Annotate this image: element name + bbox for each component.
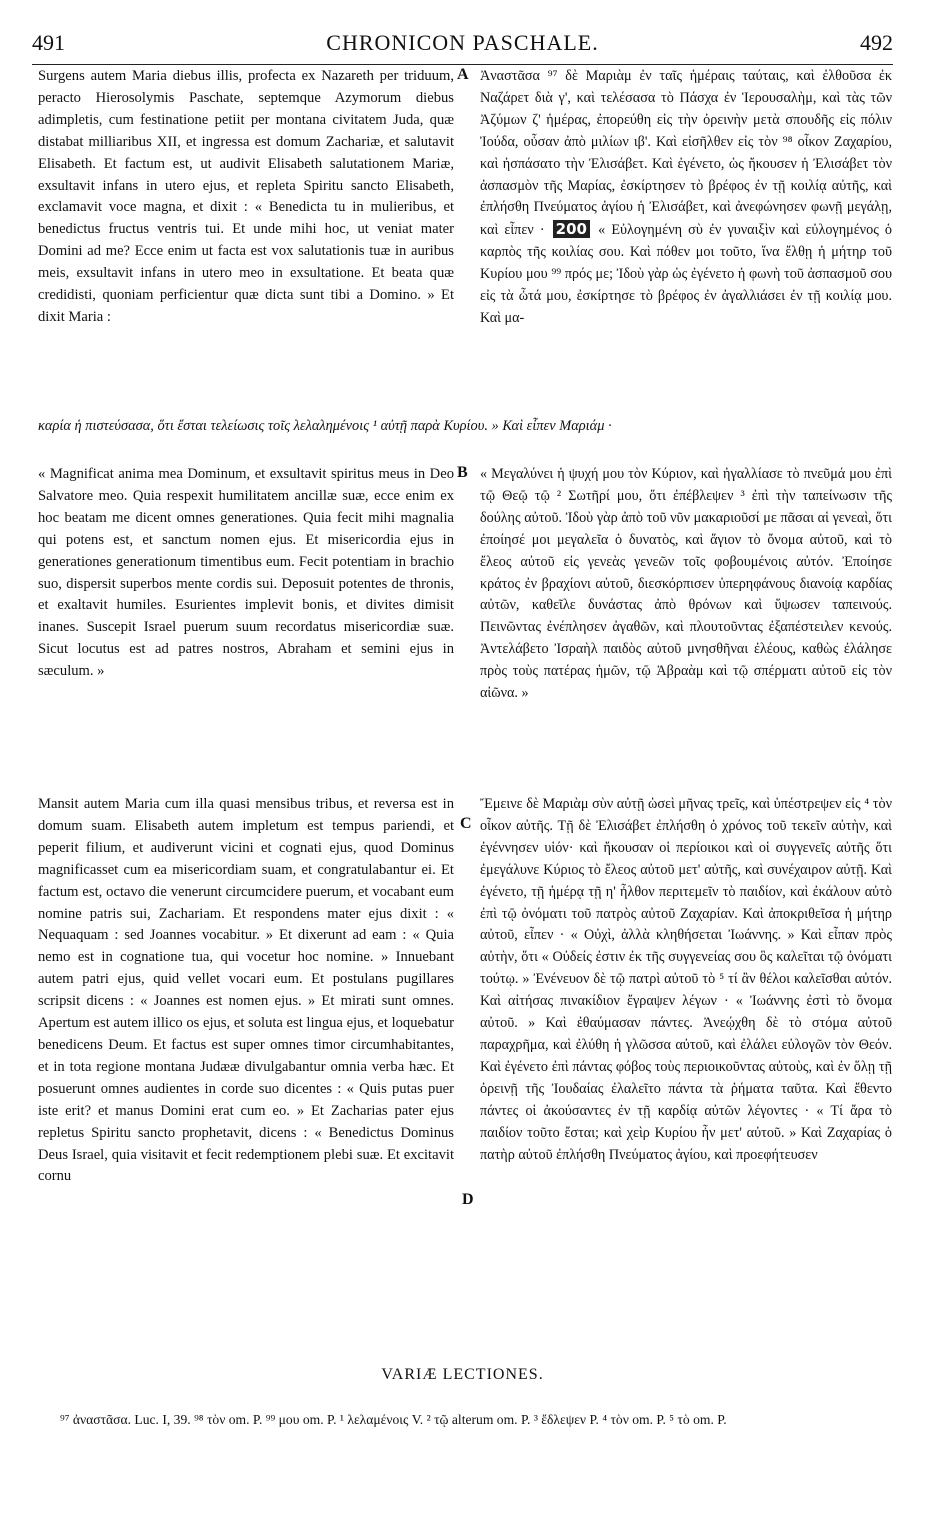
greek-block-3 bbox=[480, 794, 892, 1166]
greek-text: Ἀναστᾶσα ⁹⁷ δὲ Μαριὰμ ἐν ταῖς ἡμέραις ταύταις, καὶ ἐλθοῦσα ἐκ Ναζάρετ διὰ γ', καὶ τελέσασα τὸ Πάσχα ἐν Ἱερουσαλὴμ, καὶ τὰς τῶν Ἀζύμων ζ' ἡμέρας, ἐπορεύθη εἰς τὴν ὀρεινὴν μετὰ σπουδῆς εἰς πόλιν Ἰούδα, οὖσαν ἀπὸ μιλίων ιβ'. Καὶ εἰσῆλθεν εἰς τὸν ⁹⁸ οἶκον Ζαχαρίου, καὶ ἠσπάσατο τὴν Ἐλισάβετ. Καὶ ἐγένετο, ὡς ἤκουσεν ἡ Ἐλισάβετ τὸν ἀσπασμὸν τῆς Μαρίας, ἐσκίρτησεν τὸ βρέφος ἐν τῇ κοιλίᾳ αὐτῆς, καὶ ἐπλήσθη Πνεύματος ἁγίου ἡ Ἐλισάβετ, καὶ ἀνεφώνησεν φωνῇ μεγάλῃ, καὶ εἶπεν · bbox=[480, 68, 892, 239]
greek-text: « Εὐλογημένη σὺ ἐν γυναιξὶν καὶ εὐλογημένος ὁ καρπὸς τῆς κοιλίας σου. Καὶ πόθεν μοι τοῦτο, ἵνα ἔλθῃ ἡ μήτηρ τοῦ Κυρίου μου ⁹⁹ πρός με; Ἰδοὺ γὰρ ὡς ἐγένετο ἡ φωνὴ τοῦ ἀσπασμοῦ σου εἰς τὰ ὦτά μου, ἐσκίρτησε τὸ βρέφος ἐν ἀγαλλιάσει ἐν τῇ κοιλίᾳ μου. Καὶ μα- bbox=[480, 222, 893, 326]
greek-paragraph bbox=[480, 66, 892, 330]
greek-paragraph: « Μεγαλύνει ἡ ψυχή μου τὸν Κύριον, καὶ ἠγαλλίασε τὸ πνεῦμά μου ἐπὶ τῷ Θεῷ τῷ ² Σωτῆρί μου, ὅτι ἐπέβλεψεν ³ ἐπὶ τὴν ταπείνωσιν τῆς δούλης αὐτοῦ. Ἰδοὺ γὰρ ἀπὸ τοῦ νῦν μακαριοῦσί με πᾶσαι αἱ γενεαὶ, ὅτι ἐποίησέ μοι μεγαλεῖα ὁ δυνατὸς, καὶ ἅγιον τὸ ὄνομα αὐτοῦ, καὶ τὸ ἔλεος αὐτοῦ εἰς γενεὰς γενεῶν τοῖς φοβουμένοις αὐτόν. Ἐποίησε κράτος ἐν βραχίονι αὐτοῦ, διεσκόρπισεν ὑπερηφάνους διανοίᾳ καρδίας αὐτῶν, καθεῖλε δυνάστας ἀπὸ θρόνων καὶ ὕψωσεν ταπεινούς. Πεινῶντας ἐνέπλησεν ἀγαθῶν, καὶ πλουτοῦντας ἐξαπέστειλεν κενούς. Ἀντελάβετο Ἰσραὴλ παιδὸς αὐτοῦ μνησθῆναι ἐλέους, καθὼς ἐλάλησε πρὸς τοὺς πατέρας ἡμῶν, τῷ Ἀβραὰμ καὶ τῷ σπέρματι αὐτοῦ εἰς τὸν αἰῶνα. » bbox=[480, 466, 892, 702]
column-number-badge: 200 bbox=[553, 220, 590, 238]
page-number-left: 491 bbox=[32, 30, 65, 55]
latin-paragraph: Mansit autem Maria cum illa quasi mensibus tribus, et reversa est in domum suam. Elisabeth autem impletum est tempus pariendi, et peperit filium, et audiverunt vicini et cognati ejus, quod Dominus magnificasset cum ea misericordiam suam, et congratulabantur ei. Et factum est, octavo die venerunt circumcidere puerum, et vocabant eum nomine patris sui, Zachariam. Et respondens mater ejus dixit : « Nequaquam : sed Joannes vocabitur. » Et dixerunt ad eam : « Quia nemo est in cognatione tua, qui vocetur hoc nomine. » Innuebant autem patri ejus, quid vellet vocari eum. Et postulans pugillares scripsit dicens : « Joannes est nomen ejus. » Et mirati sunt omnes. Apertum est autem illico os ejus, et soluta est lingua ejus, et loquebatur benedicens Deum. Et factus est super omnes timor circumhabitantes, et in tota regione montana Judææ divulgabantur omnia verba hæc. Et posuerunt omnes audientes in corde suo dicentes : « Quis putas puer iste erit? et manus Domini erat cum eo. » Et Zacharias pater ejus repletus Spiritu sancto prophetavit, dicens : « Benedictus Dominus Deus Israel, quia visitavit et fecit redemptionem plebi suæ. Et excitavit cornu bbox=[38, 796, 454, 1185]
greek-block-2 bbox=[480, 464, 892, 705]
section-marker-c: C bbox=[460, 815, 472, 832]
running-header bbox=[32, 30, 893, 65]
greek-block-1 bbox=[480, 66, 892, 330]
latin-block-2 bbox=[38, 464, 454, 683]
page-number-right: 492 bbox=[860, 30, 893, 55]
section-marker-d: D bbox=[462, 1191, 474, 1208]
greek-paragraph: Ἔμεινε δὲ Μαριὰμ σὺν αὐτῇ ὡσεὶ μῆνας τρεῖς, καὶ ὑπέστρεψεν εἰς ⁴ τὸν οἶκον αὐτῆς. Τῇ δὲ Ἐλισάβετ ἐπλήσθη ὁ χρόνος τοῦ τεκεῖν αὐτὴν, καὶ ἐγέννησεν υἱόν· καὶ ἤκουσαν οἱ περίοικοι καὶ οἱ συγγενεῖς αὐτῆς ὅτι ἐμεγάλυνε Κύριος τὸ ἔλεος αὐτοῦ μετ' αὐτῆς, καὶ συνέχαιρον αὐτῇ. Καὶ ἐγένετο, τῇ ἡμέρᾳ τῇ η' ἦλθον περιτεμεῖν τὸ παιδίον, καὶ ἐκάλουν αὐτὸ ἐπὶ τῷ ὀνόματι τοῦ πατρὸς αὐτοῦ Ζαχαρίαν. Καὶ ἀποκριθεῖσα ἡ μήτηρ αὐτοῦ, εἶπεν · « Οὐχὶ, ἀλλὰ κληθήσεται Ἰωάννης. » Καὶ εἶπαν πρὸς αὐτὴν, ὅτι « Οὐδείς ἐστιν ἐκ τῆς συγγενείας σου ὃς καλεῖται τῷ ὀνόματι τούτῳ. » Ἐνένευον δὲ τῷ πατρὶ αὐτοῦ τὸ ⁵ τί ἂν θέλοι καλεῖσθαι αὐτόν. Καὶ αἰτήσας πινακίδιον ἔγραψεν λέγων · « Ἰωάννης ἐστὶ τὸ ὄνομα αὐτοῦ. » Καὶ ἐθαύμασαν πάντες. Ἀνεῴχθη δὲ τὸ στόμα αὐτοῦ παραχρῆμα, καὶ ἐλύθη ἡ γλῶσσα αὐτοῦ, καὶ ἐλάλει εὐλογῶν τὸν Θεόν. Καὶ ἐγένετο ἐπὶ πάντας φόβος τοὺς περιοικοῦντας αὐτοὺς, καὶ ἐν ὅλῃ τῇ ὀρεινῇ τῆς Ἰουδαίας ἐλαλεῖτο πάντα τὰ ῥήματα ταῦτα. Καὶ ἔθεντο πάντες οἱ ἀκούσαντες ἐν τῇ καρδίᾳ αὐτῶν λέγοντες · « Τί ἄρα τὸ παιδίον τοῦτο ἔσται; καὶ χεὶρ Κυρίου ἦν μετ' αὐτοῦ. » Καὶ Ζαχαρίας ὁ πατὴρ αὐτοῦ ἐπλήσθη Πνεύματος ἁγίου, καὶ προεφήτευσεν bbox=[480, 796, 892, 1163]
section-marker-b: B bbox=[457, 464, 468, 481]
latin-paragraph: « Magnificat anima mea Dominum, et exsultavit spiritus meus in Deo Salvatore meo. Quia respexit humilitatem ancillæ suæ, ecce enim ex hoc beatam me dicent omnes generationes. Quia fecit mihi magnalia qui potens est, et sanctum nomen ejus. Et misericordia ejus in generationes generationum timentibus eum. Fecit potentiam in brachio suo, dispersit superbos mente cordis sui. Deposuit potentes de thronis, et exaltavit humiles. Esurientes implevit bonis, et divites dimisit inanes. Suscepit Israel puerum suum recordatus misericordiæ suæ. Sicut locutus est ad patres nostros, Abraham et semini ejus in sæculum. » bbox=[38, 466, 454, 680]
latin-paragraph: Surgens autem Maria diebus illis, profecta ex Nazareth per triduum, peracto Hierosolymis Paschate, septemque Azymorum diebus adimpletis, cum festinatione petiit per montana civitatem Juda, quæ distabat milliaribus XII, et ingressa est domum Zachariæ, et salutavit Elisabeth. Et factum est, ut audivit Elisabeth salutationem Mariæ, exsultavit infans in utero ejus, et repleta Spiritu sancto Elisabeth, exclamavit voce magna, et dixit : « Benedicta tu in mulieribus, et benedictus fructus ventris tui. Et unde mihi hoc, ut veniat mater Domini ad me? Ecce enim ut facta est vox salutationis tuæ in auribus meis, exsultavit infans in utero meo in exsultatione. Et beata quæ credidisti, quoniam perficientur quæ dicta sunt tibi a Domino. » Et dixit Maria : bbox=[38, 68, 454, 325]
latin-block-1 bbox=[38, 66, 454, 329]
variae-lectiones-title: VARIÆ LECTIONES. bbox=[381, 1366, 544, 1383]
spanning-line: καρία ἡ πιστεύσασα, ὅτι ἔσται τελείωσις τοῖς λελαλημένοις ¹ αὐτῇ παρὰ Κυρίου. » Καὶ εἶπεν Μαριάμ · bbox=[38, 418, 612, 434]
running-title: CHRONICON PASCHALE. bbox=[326, 30, 599, 55]
variant-readings: ⁹⁷ ἀναστᾶσα. Luc. I, 39. ⁹⁸ τὸν om. P. ⁹⁹ μου om. P. ¹ λελαμένοις V. ² τῷ alterum om. P. ³ ἔδλεψεν P. ⁴ τὸν om. P. ⁵ τὸ om. P. bbox=[60, 1412, 727, 1427]
section-marker-a: A bbox=[457, 66, 469, 83]
latin-block-3 bbox=[38, 794, 454, 1188]
